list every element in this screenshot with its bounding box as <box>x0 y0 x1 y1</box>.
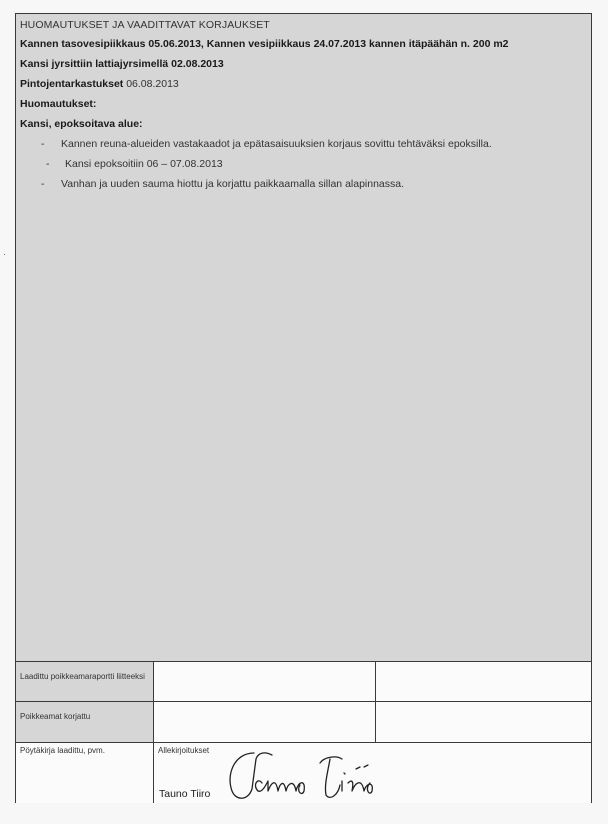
info-line-epoxy-area <box>20 114 587 134</box>
deviation-report-label-cell <box>16 662 154 702</box>
dash-marker: - <box>41 138 45 150</box>
record-date-label: Pöytäkirja laadittu, pvm. <box>20 746 105 755</box>
report-page <box>15 13 592 803</box>
info-line-bold: Huomautukset: <box>20 98 97 110</box>
list-item <box>20 154 587 174</box>
handwritten-signature <box>224 745 394 805</box>
list-item-text: Kannen reuna-alueiden vastakaadot ja epätasaisuuksien korjaus sovittu tehtäväksi epoksilla. <box>61 138 492 150</box>
deviation-report-field <box>154 662 376 702</box>
info-line-remarks <box>20 94 587 114</box>
approval-table <box>16 661 591 803</box>
info-line-milling <box>20 54 587 74</box>
info-line-bold: Kansi jyrsittiin lattiajyrsimellä 02.08.2013 <box>20 58 224 70</box>
remarks-list <box>20 134 587 194</box>
signatures-cell <box>154 743 591 803</box>
list-item <box>20 174 587 194</box>
remarks-section <box>20 16 587 194</box>
info-line-surface-inspection <box>20 74 587 94</box>
deviation-report-label: Laadittu poikkeamaraportti liitteeksi <box>20 672 145 681</box>
info-line-bold: Kannen tasovesipiikkaus 05.06.2013, Kannen vesipiikkaus 24.07.2013 kannen itäpäähän n. 200 m2 <box>20 38 509 50</box>
info-line-deck-cleaning <box>20 34 587 54</box>
info-line-bold: Pintojentarkastukset <box>20 78 124 90</box>
dash-marker: - <box>46 158 50 170</box>
info-line-bold: Kansi, epoksoitava alue: <box>20 118 143 130</box>
section-heading: HUOMAUTUKSET JA VAADITTAVAT KORJAUKSET <box>20 19 270 31</box>
deviations-fixed-field <box>154 702 376 743</box>
record-date-cell <box>16 743 154 803</box>
info-line-regular: 06.08.2013 <box>123 78 179 90</box>
signer-name: Tauno Tiiro <box>159 788 211 800</box>
deviation-report-extra-field <box>376 662 591 702</box>
dash-marker: - <box>41 178 45 190</box>
signatures-label: Allekirjoitukset <box>158 746 210 755</box>
deviations-fixed-label-cell <box>16 702 154 743</box>
list-item-text: Vanhan ja uuden sauma hiottu ja korjattu paikkaamalla sillan alapinnassa. <box>61 178 405 190</box>
list-item <box>20 134 587 154</box>
list-item-text: Kansi epoksoitiin 06 – 07.08.2013 <box>65 158 223 170</box>
margin-mark: · <box>3 249 6 259</box>
deviations-fixed-label: Poikkeamat korjattu <box>20 712 91 721</box>
deviations-fixed-extra-field <box>376 702 591 743</box>
